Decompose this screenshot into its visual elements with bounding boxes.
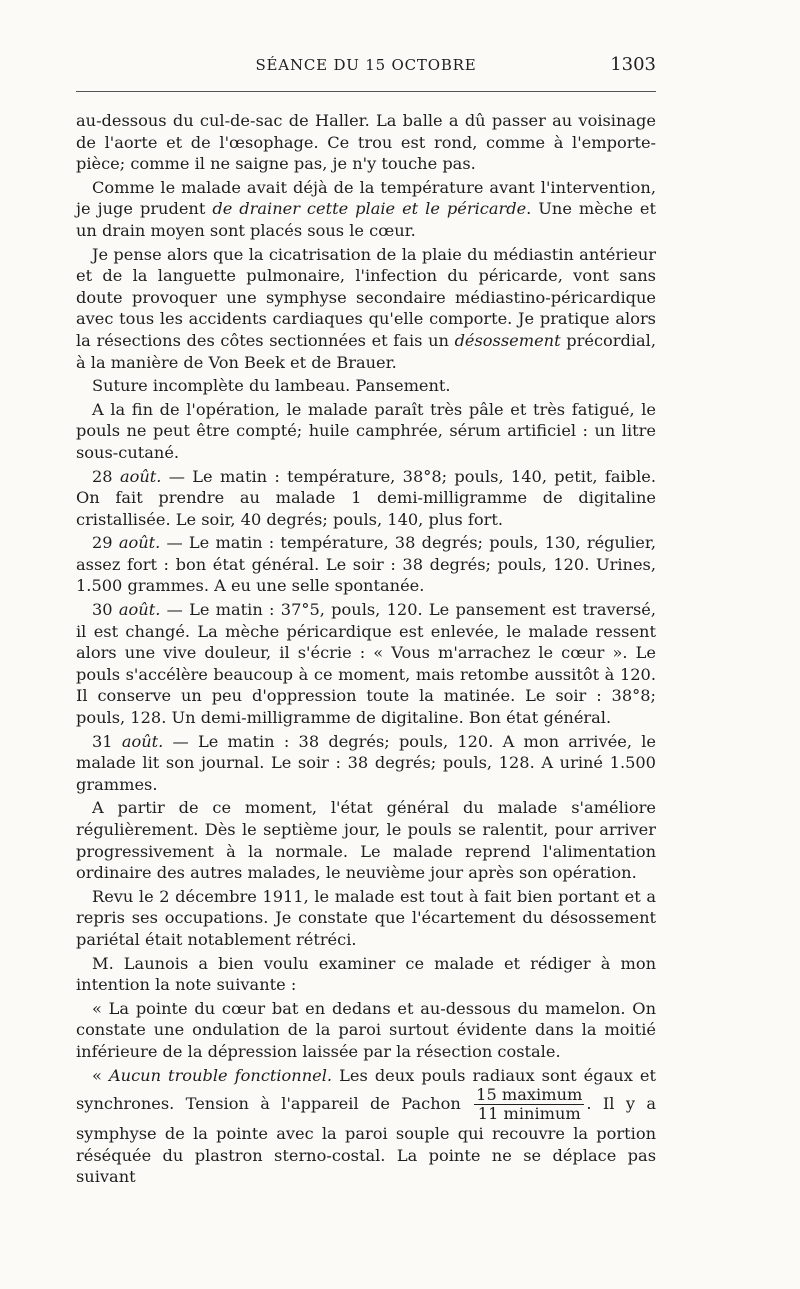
paragraph-day-29: 29 août. — Le matin : température, 38 degrés; pouls, 130, régulier, assez fort : bon état général. Le soir : 38 degrés; pouls, 120. Urines, 1.500 grammes. A eu une selle spontanée. [76, 533, 656, 596]
running-title: SÉANCE DU 15 OCTOBRE [255, 56, 477, 74]
running-header [76, 56, 656, 80]
header-rule [76, 91, 656, 92]
paragraph-recovery: A partir de ce moment, l'état général du malade s'améliore régulièrement. Dès le septième jour, le pouls se ralentit, pour arriver progressivement à la normale. Le malade reprend l'alimentation ordinaire des autres malades, le neuvième jour après son opération. [76, 798, 656, 883]
pressure-fraction [474, 1086, 584, 1123]
paragraph-5: A la fin de l'opération, le malade paraît très pâle et très fatigué, le pouls ne peut être compté; huile camphrée, sérum artificiel : un litre sous-cutané. [76, 399, 656, 462]
paragraph-3: Je pense alors que la cicatrisation de la plaie du médiastin antérieur et de la languette pulmonaire, l'infection du péricarde, vont sans doute provoquer une symphyse secondaire médiastino-péricardique avec tous les accidents cardiaques qu'elle comporte. Je pratique alors la résections des côtes sectionnées et fais un désossement précordial, à la manière de Von Beek et de Brauer. [76, 244, 657, 372]
paragraph-4: Suture incomplète du lambeau. Pansement. [92, 376, 451, 396]
paragraph-day-31: 31 août. — Le matin : 38 degrés; pouls, 120. A mon arrivée, le malade lit son journal. Le soir : 38 degrés; pouls, 128. A uriné 1.500 grammes. [76, 731, 656, 794]
paragraph-day-28: 28 août. — Le matin : température, 38°8; pouls, 140, petit, faible. On fait prendre au malade 1 demi-milligramme de digitaline cristallisée. Le soir, 40 degrés; pouls, 140, plus fort. [76, 466, 656, 529]
paragraph-note-1: « La pointe du cœur bat en dedans et au-dessous du mamelon. On constate une ondulation de la paroi surtout évidente dans la moitié inférieure de la dépression laissée par la résection costale. [76, 998, 656, 1061]
page-number: 1303 [610, 54, 656, 75]
paragraph-note-2: « Aucun trouble fonctionnel. Les deux pouls radiaux sont égaux et synchrones. Tension à l'appareil de Pachon $\frac{\text{15 maximum}}{\text{11 minimum}}$ . Il y a symphyse de la pointe avec la paroi souple qui recouvre la portion réséquée du plastron sterno-costal. La pointe ne se déplace pas suivant [76, 1065, 657, 1187]
fraction-denominator: 11 minimum [477, 1104, 581, 1124]
paragraph-follow-up: Revu le 2 décembre 1911, le malade est tout à fait bien portant et a repris ses occupations. Je constate que l'écartement du désossement pariétal était notablement rétréci. [76, 886, 656, 949]
paragraph-1: au-dessous du cul-de-sac de Haller. La balle a dû passer au voisinage de l'aorte et de l'œsophage. Ce trou est rond, comme à l'emporte-pièce; comme il ne saigne pas, je n'y touche pas. [76, 111, 656, 174]
paragraph-launois: M. Launois a bien voulu examiner ce malade et rédiger à mon intention la note suivante : [76, 953, 656, 995]
fraction-numerator: 15 maximum [476, 1085, 583, 1105]
paragraph-day-30: 30 août. — Le matin : 37°5, pouls, 120. Le pansement est traversé, il est changé. La mèche péricardique est enlevée, le malade ressent alors une vive douleur, il s'écrie : « Vous m'arrachez le cœur ». Le pouls s'accélère beaucoup à ce moment, mais retombe aussitôt à 120. Il conserve un peu d'oppression toute la matinée. Le soir : 38°8; pouls, 128. Un demi-milligramme de digitaline. Bon état général. [76, 600, 656, 728]
body-text [76, 110, 656, 1188]
paragraph-2: Comme le malade avait déjà de la température avant l'intervention, je juge prudent de drainer cette plaie et le péricarde. Une mèche et un drain moyen sont placés sous le cœur. [76, 177, 656, 240]
